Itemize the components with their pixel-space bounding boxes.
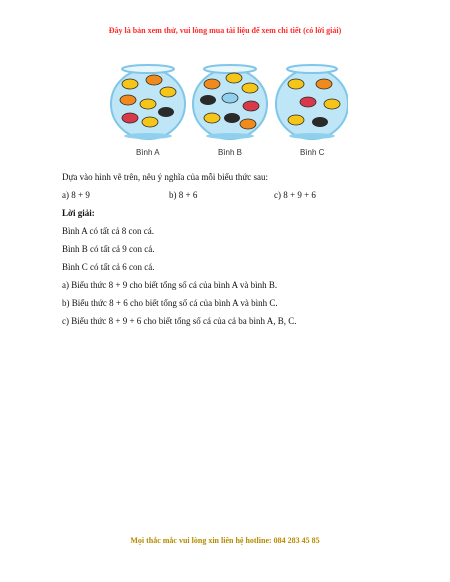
preview-notice: Đây là bản xem thử, vui lòng mua tài liệu để xem chi tiết (có lời giải)	[108, 26, 342, 35]
option-b: b) 8 + 6	[169, 190, 198, 200]
bowl-c-label: Bình C	[300, 148, 325, 157]
fish-bowls-image	[108, 56, 348, 148]
bowl-b-label: Bình B	[218, 148, 243, 157]
bowl-a	[111, 65, 185, 139]
bowl-b	[193, 65, 267, 139]
question-prompt: Dựa vào hình vẽ trên, nêu ý nghĩa của mỗi biểu thức sau:	[62, 172, 268, 182]
fish-bowls-illustration	[108, 56, 348, 160]
option-c: c) 8 + 9 + 6	[274, 190, 316, 200]
solution-line: a) Biểu thức 8 + 9 cho biết tổng số cá của bình A và bình B.	[62, 280, 278, 290]
bowl-a-label: Bình A	[136, 148, 160, 157]
hotline-notice: Mọi thắc mắc vui lòng xin liên hệ hotline: 084 283 45 85	[130, 536, 320, 545]
bowl-c	[276, 65, 348, 139]
option-a: a) 8 + 9	[62, 190, 90, 200]
solution-heading: Lời giải:	[62, 208, 95, 218]
solution-line: Bình A có tất cả 8 con cá.	[62, 226, 154, 236]
solution-line: Bình C có tất cả 6 con cá.	[62, 262, 155, 272]
solution-line: b) Biểu thức 8 + 6 cho biết tổng số cá của bình A và bình C.	[62, 298, 278, 308]
solution-line: c) Biểu thức 8 + 9 + 6 cho biết tổng số cá của cả ba bình A, B, C.	[62, 316, 297, 326]
solution-line: Bình B có tất cả 9 con cá.	[62, 244, 155, 254]
